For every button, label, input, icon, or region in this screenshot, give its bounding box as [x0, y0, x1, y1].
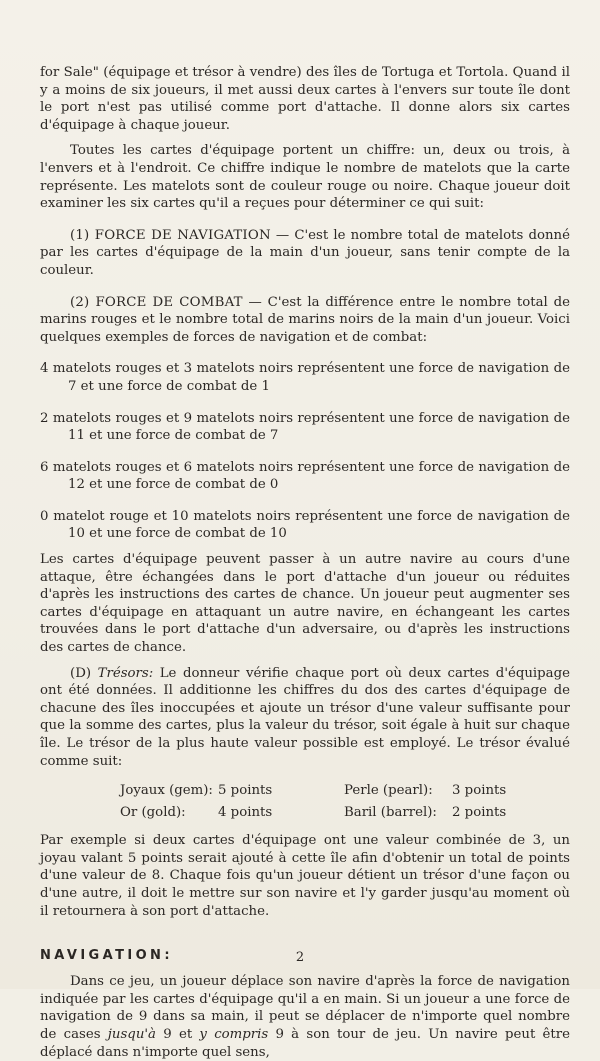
paragraph-navigation: [40, 973, 570, 1061]
paragraph-navigation-force: [40, 227, 570, 280]
treasure-value: 4 points: [218, 805, 273, 821]
combat-force-text: — C'est la différence entre le nombre total de marins rouges et le nombre total de marins noirs de la main d'un joueur. Voici quelques exemples de forces de navigation et de combat:: [40, 294, 570, 345]
treasure-table: [120, 780, 520, 824]
treasure-row: [120, 802, 520, 824]
example-item: 0 matelot rouge et 10 matelots noirs représentent une force de navigation de 10 et une force de combat de 10: [40, 508, 570, 542]
navigation-emphasis: jusqu'à: [107, 1026, 156, 1042]
treasures-title: Trésors:: [97, 665, 154, 681]
navigation-text: 9 et: [155, 1026, 200, 1042]
example-item: 2 matelots rouges et 9 matelots noirs représentent une force de navigation de 11 et une force de combat de 7: [40, 410, 570, 444]
treasure-row: [120, 780, 520, 802]
treasure-value: 5 points: [218, 783, 273, 799]
paragraph-intro: for Sale" (équipage et trésor à vendre) des îles de Tortuga et Tortola. Quand il y a moins de six joueurs, il met aussi deux cartes à l'envers sur toute île dont le port n'est pas utilisé comme port d'attache. Il donne alors six cartes d'équipage à chaque joueur.: [40, 65, 570, 133]
paragraph-treasures: [40, 665, 570, 771]
example-item: 4 matelots rouges et 3 matelots noirs représentent une force de navigation de 7 et une force de combat de 1: [40, 361, 570, 394]
treasure-name: Joyaux (gem):: [120, 783, 213, 799]
paragraph-treasure-example: Par exemple si deux cartes d'équipage ont une valeur combinée de 3, un joyau valant 5 points serait ajouté à cette île afin d'obtenir un total de points d'une valeur de 8. Chaque fois qu'un joueur détient un trésor d'une façon ou d'une autre, il doit le mettre sur son navire et l'y garder jusqu'au moment où il retournera à son port d'attache.: [40, 833, 570, 919]
page-number: 2: [295, 950, 305, 965]
paragraph-combat-force: [40, 294, 570, 347]
treasure-value: 2 points: [452, 805, 507, 821]
navigation-force-heading: (1) FORCE DE NAVIGATION: [70, 227, 271, 243]
example-item: 6 matelots rouges et 6 matelots noirs représentent une force de navigation de 12 et une force de combat de 0: [40, 459, 570, 493]
combat-force-heading: (2) FORCE DE COMBAT: [70, 294, 243, 310]
treasure-name: Perle (pearl):: [344, 783, 433, 799]
navigation-force-text: — C'est le nombre total de matelots donné par les cartes d'équipage de la main d'un joueur, sans tenir compte de la couleur.: [40, 227, 570, 278]
navigation-text: Dans ce jeu, un joueur déplace son navire d'après la force de navigation indiquée par les cartes d'équipage qu'il a en main. Si un joueur a une force de navigation de 9 dans sa main, il peut se déplacer de n'importe quel nombre de cases: [40, 974, 570, 1042]
treasure-name: Baril (barrel):: [344, 805, 437, 821]
section-heading-navigation: NAVIGATION:: [40, 948, 173, 964]
navigation-emphasis: y compris: [199, 1026, 269, 1042]
navigation-text: 9 à son tour de jeu. Un navire peut être déplacé dans n'importe quel sens,: [40, 1026, 570, 1060]
treasures-label: (D): [70, 665, 92, 681]
paragraph-crew-cards: Toutes les cartes d'équipage portent un chiffre: un, deux ou trois, à l'envers et à l'endroit. Ce chiffre indique le nombre de matelots que la carte représente. Les matelots sont de couleur rouge ou noire. Chaque joueur doit examiner les six cartes qu'il a reçues pour déterminer ce qui suit:: [40, 143, 570, 212]
treasure-value: 3 points: [452, 783, 507, 799]
treasure-name: Or (gold):: [120, 805, 186, 821]
paragraph-card-exchange: Les cartes d'équipage peuvent passer à un autre navire au cours d'une attaque, être échangées dans le port d'attache d'un joueur ou réduites d'après les instructions des cartes de chance. Un joueur peut augmenter ses cartes d'équipage en attaquant un autre navire, en échangeant les cartes trouvées dans le port d'attache d'un adversaire, ou d'après les instructions des cartes de chance.: [40, 552, 570, 656]
treasures-text: Le donneur vérifie chaque port où deux cartes d'équipage ont été données. Il additionne les chiffres du dos des cartes d'équipage de chacune des îles inoccupées et ajoute un trésor d'une valeur suffisante pour que la somme des cartes, plus la valeur du trésor, soit égale à huit sur chaque île. Le trésor de la plus haute valeur possible est employé. Le trésor évalué comme suit:: [40, 665, 570, 769]
